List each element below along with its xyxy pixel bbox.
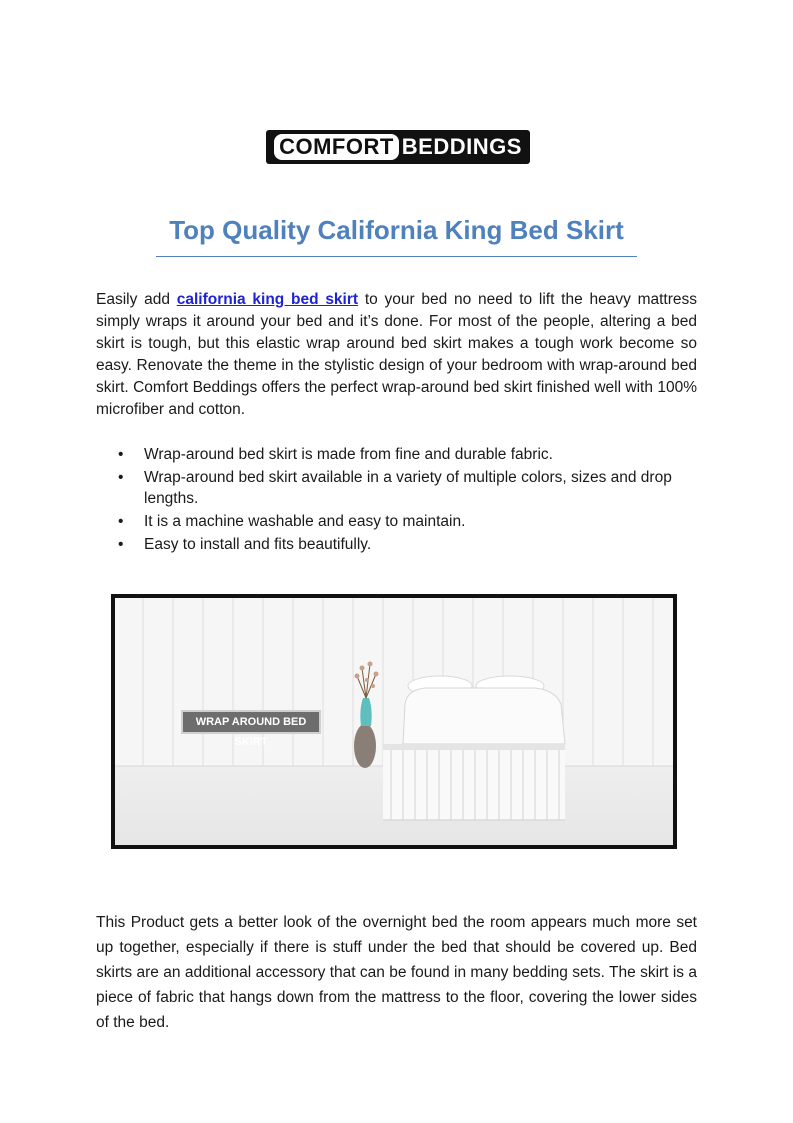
feature-list (118, 444, 708, 557)
bullet-icon: • (118, 536, 124, 553)
intro-lead: Easily add (96, 291, 170, 308)
bullet-icon: • (118, 446, 124, 463)
brand-logo (266, 130, 530, 164)
wrap-around-bed-skirt-badge: WRAP AROUND BED SKIRT (181, 710, 321, 734)
intro-rest: to your bed no need to lift the heavy mattress simply wraps it around your bed and it’s done. For most of the people, altering a bed skirt is tough, but this elastic wrap around bed skirt makes a tough work become so easy. Renovate the theme in the stylistic design of your bedroom with wrap-around bed skirt. Comfort Beddings offers the perfect wrap-around bed skirt finished well with 100% microfiber and cotton. (96, 291, 698, 418)
intro-paragraph (96, 289, 697, 421)
bullet-icon: • (118, 469, 124, 486)
closing-paragraph: This Product gets a better look of the overnight bed the room appears much more set up together, especially if there is stuff under the bed that should be covered up. Bed skirts are an additional accessory that can be found in many bedding sets. The skirt is a piece of fabric that hangs down from the mattress to the floor, covering the lower sides of the bed. (96, 914, 697, 1031)
list-item: • Wrap-around bed skirt is made from fine and durable fabric. (118, 446, 553, 463)
list-item: • Easy to install and fits beautifully. (118, 536, 372, 553)
product-image (111, 594, 677, 849)
list-item: • It is a machine washable and easy to maintain. (118, 513, 466, 530)
bullet-icon: • (118, 513, 124, 530)
brand-word-beddings: BEDDINGS (401, 134, 522, 159)
list-item: • Wrap-around bed skirt available in a variety of multiple colors, sizes and drop lengths. (118, 469, 672, 507)
wall (115, 598, 673, 766)
bed-icon (383, 676, 565, 820)
brand-word-comfort: COMFORT (274, 134, 399, 160)
title-underline (156, 256, 637, 257)
california-king-bed-skirt-link[interactable]: california king bed skirt (176, 291, 359, 308)
page-title: Top Quality California King Bed Skirt (169, 215, 624, 245)
